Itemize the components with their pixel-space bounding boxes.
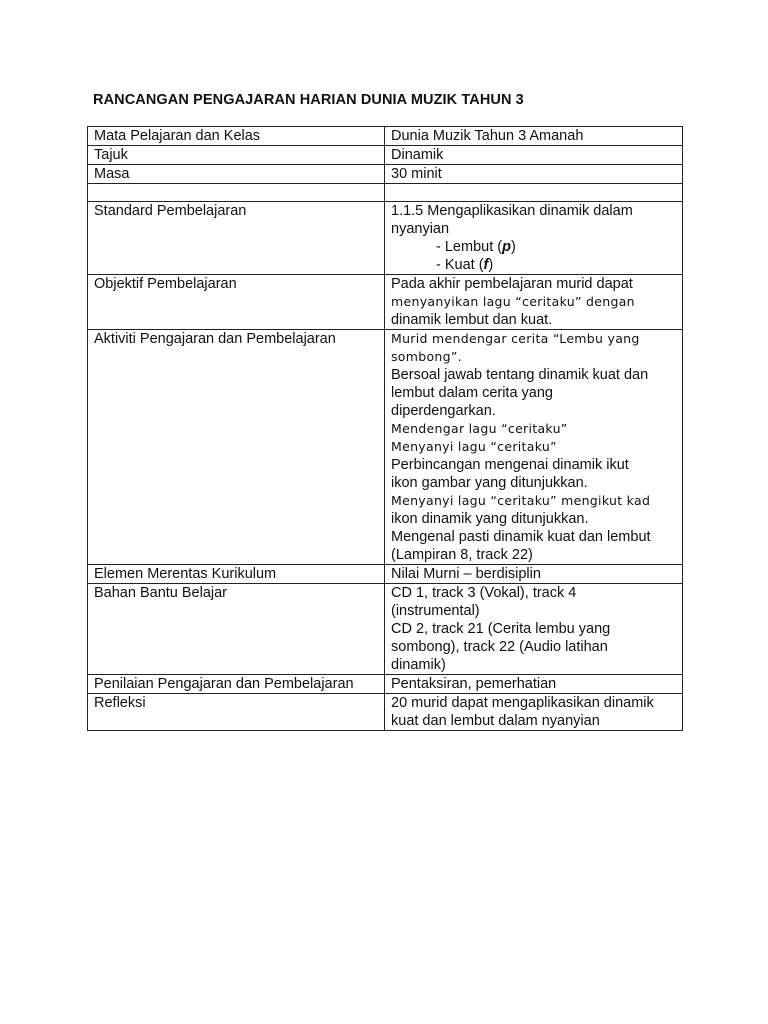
empty-cell	[385, 184, 683, 202]
aktiviti-line: ikon gambar yang ditunjukkan.	[391, 475, 588, 491]
aktiviti-line: Mengenal pasti dinamik kuat dan lembut	[391, 529, 651, 545]
objektif-line: Pada akhir pembelajaran murid dapat	[391, 276, 633, 292]
row-label-bahan: Bahan Bantu Belajar	[88, 584, 385, 675]
dynamic-lembut	[391, 238, 677, 256]
row-value-penilaian: Pentaksiran, pemerhatian	[385, 675, 683, 694]
row-label-standard: Standard Pembelajaran	[88, 202, 385, 275]
aktiviti-line: Murid mendengar cerita “Lembu yang	[391, 331, 640, 346]
row-value-tajuk: Dinamik	[385, 146, 683, 165]
table-row	[88, 694, 683, 731]
aktiviti-line: Mendengar lagu “ceritaku”	[391, 421, 568, 436]
row-value-masa: 30 minit	[385, 165, 683, 184]
row-value-refleksi	[385, 694, 683, 731]
table-row	[88, 146, 683, 165]
lembut-suffix: )	[510, 239, 516, 255]
table-row	[88, 127, 683, 146]
row-value-mata-pelajaran: Dunia Muzik Tahun 3 Amanah	[385, 127, 683, 146]
objektif-line: menyanyikan lagu “ceritaku” dengan	[391, 294, 635, 309]
aktiviti-line: ikon dinamik yang ditunjukkan.	[391, 511, 589, 527]
aktiviti-line: Perbincangan mengenai dinamik ikut	[391, 457, 629, 473]
table-row	[88, 165, 683, 184]
empty-cell	[88, 184, 385, 202]
row-value-objektif	[385, 275, 683, 330]
bahan-line: (instrumental)	[391, 603, 480, 619]
aktiviti-line: Bersoal jawab tentang dinamik kuat dan	[391, 367, 649, 383]
aktiviti-line: Menyanyi lagu “ceritaku”	[391, 439, 557, 454]
row-label-objektif: Objektif Pembelajaran	[88, 275, 385, 330]
row-label-mata-pelajaran: Mata Pelajaran dan Kelas	[88, 127, 385, 146]
page-title: RANCANGAN PENGAJARAN HARIAN DUNIA MUZIK TAHUN 3	[93, 92, 524, 108]
refleksi-line: kuat dan lembut dalam nyanyian	[391, 713, 600, 729]
row-value-aktiviti	[385, 330, 683, 565]
kuat-suffix: )	[488, 257, 494, 273]
aktiviti-line: sombong”.	[391, 349, 462, 364]
table-row	[88, 675, 683, 694]
bahan-line: CD 1, track 3 (Vokal), track 4	[391, 585, 577, 601]
objektif-line: dinamik lembut dan kuat.	[391, 312, 553, 328]
row-label-tajuk: Tajuk	[88, 146, 385, 165]
aktiviti-line: diperdengarkan.	[391, 403, 496, 419]
table-row-empty	[88, 184, 683, 202]
dynamic-kuat	[391, 256, 677, 274]
bahan-line: sombong), track 22 (Audio latihan	[391, 639, 608, 655]
table-row	[88, 565, 683, 584]
row-value-bahan	[385, 584, 683, 675]
aktiviti-line: Menyanyi lagu “ceritaku” mengikut kad	[391, 493, 651, 508]
bahan-line: CD 2, track 21 (Cerita lembu yang	[391, 621, 611, 637]
aktiviti-line: (Lampiran 8, track 22)	[391, 547, 533, 563]
standard-line: nyanyian	[391, 221, 450, 237]
refleksi-line: 20 murid dapat mengaplikasikan dinamik	[391, 695, 654, 711]
row-label-elemen: Elemen Merentas Kurikulum	[88, 565, 385, 584]
row-value-standard	[385, 202, 683, 275]
forte-symbol: f	[483, 257, 489, 273]
standard-line: 1.1.5 Mengaplikasikan dinamik dalam	[391, 203, 633, 219]
kuat-prefix: - Kuat (	[436, 257, 484, 273]
table-row	[88, 330, 683, 565]
piano-symbol: p	[502, 239, 511, 255]
row-label-penilaian: Penilaian Pengajaran dan Pembelajaran	[88, 675, 385, 694]
table-row	[88, 202, 683, 275]
aktiviti-line: lembut dalam cerita yang	[391, 385, 553, 401]
row-value-elemen: Nilai Murni – berdisiplin	[385, 565, 683, 584]
lembut-prefix: - Lembut (	[436, 239, 503, 255]
row-label-refleksi: Refleksi	[88, 694, 385, 731]
bahan-line: dinamik)	[391, 657, 446, 673]
table-row	[88, 275, 683, 330]
row-label-masa: Masa	[88, 165, 385, 184]
lesson-plan-table	[87, 126, 683, 731]
table-row	[88, 584, 683, 675]
row-label-aktiviti: Aktiviti Pengajaran dan Pembelajaran	[88, 330, 385, 565]
